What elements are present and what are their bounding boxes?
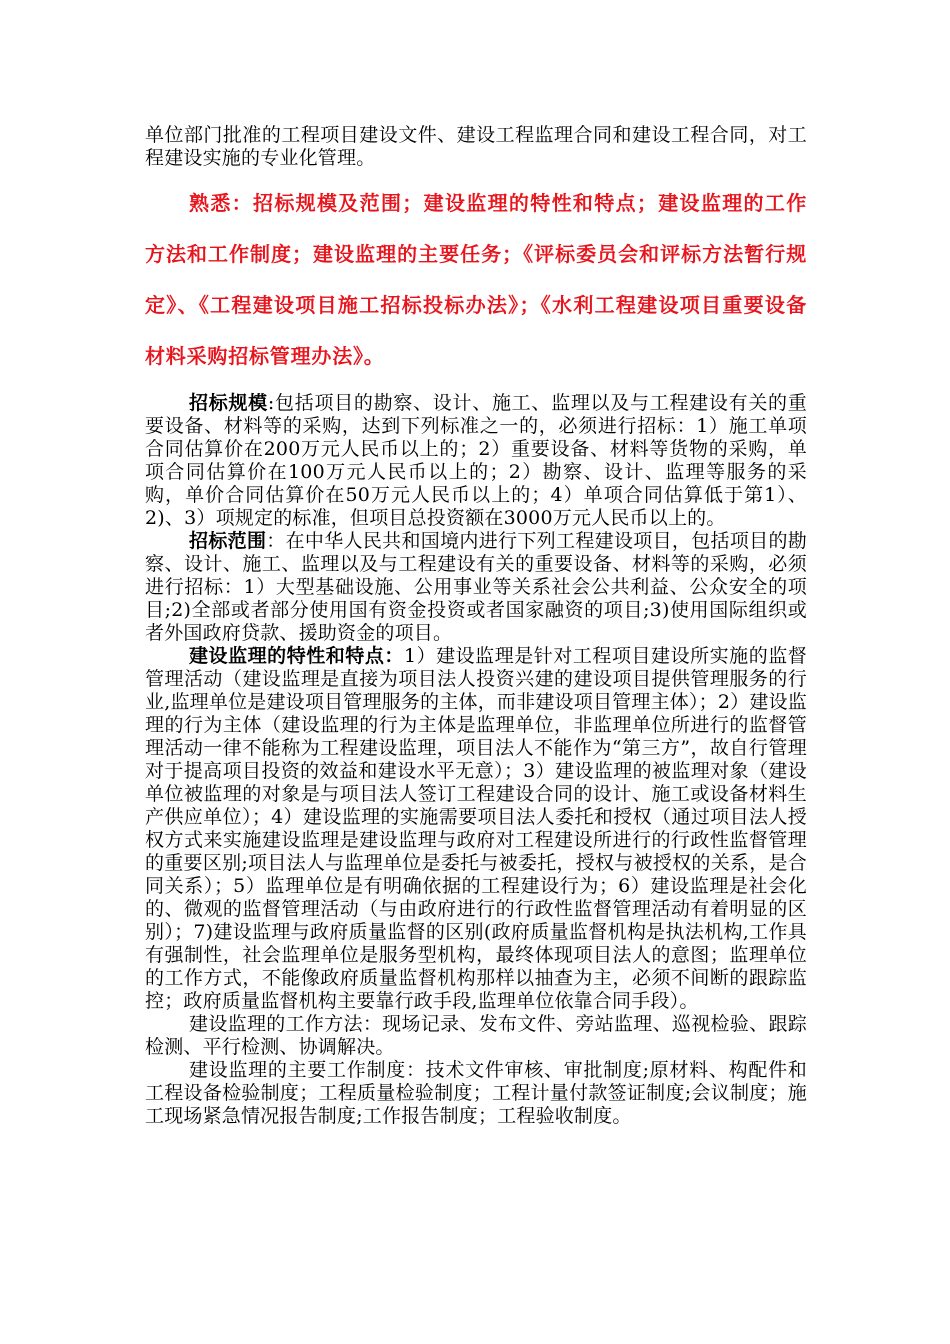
methods-paragraph: 建设监理的工作方法：现场记录、发布文件、旁站监理、巡视检验、跟踪检测、平行检测、协调解决。 xyxy=(145,1013,807,1058)
features-term: 建设监理的特性和特点： xyxy=(189,645,404,667)
range-paragraph xyxy=(145,530,807,645)
scale-text: :包括项目的勘察、设计、施工、监理以及与工程建设有关的重要设备、材料等的采购，达到下列标准之一的，必须进行招标：1）施工单项合同估算价在200万元人民币以上的；2）重要设备、材料等货物的采购，单项合同估算价在100万元人民币以上的；2）勘察、设计、监理等服务的采购，单价合同估算价在50万元人民币以上的；4）单项合同估算低于第1）、2)、3）项规定的标准，但项目总投资额在3000万元人民币以上的。 xyxy=(145,392,807,529)
highlight-block xyxy=(145,178,807,382)
features-paragraph xyxy=(145,645,807,1013)
scale-term: 招标规模 xyxy=(189,392,268,414)
intro-paragraph: 单位部门批准的工程项目建设文件、建设工程监理合同和建设工程合同，对工程建设实施的专业化管理。 xyxy=(145,124,807,169)
systems-paragraph: 建设监理的主要工作制度：技术文件审核、审批制度;原材料、构配件和工程设备检验制度；工程质量检验制度；工程计量付款签证制度;会议制度；施工现场紧急情况报告制度;工作报告制度；工程验收制度。 xyxy=(145,1059,807,1127)
scale-paragraph xyxy=(145,392,807,530)
range-text: ：在中华人民共和国境内进行下列工程建设项目，包括项目的勘察、设计、施工、监理以及与工程建设有关的重要设备、材料等的采购，必须进行招标：1）大型基础设施、公用事业等关系社会公共利益、公众安全的项目;2)全部或者部分使用国有资金投资或者国家融资的项目;3)使用国际组织或者外国政府贷款、援助资金的项目。 xyxy=(145,530,807,644)
document-page xyxy=(145,124,807,1128)
highlight-paragraph: 熟悉：招标规模及范围；建设监理的特性和特点；建设监理的工作方法和工作制度；建设监理的主要任务；《评标委员会和评标方法暂行规定》、《工程建设项目施工招标投标办法》；《水利工程建设项目重要设备材料采购招标管理办法》。 xyxy=(145,191,807,368)
features-text: 1）建设监理是针对工程项目建设所实施的监督管理活动（建设监理是直接为项目法人投资兴建的建设项目提供管理服务的行业,监理单位是建设项目管理服务的主体，而非建设项目管理主体）；2）建设监理的行为主体（建设监理的行为主体是监理单位，非监理单位所进行的监督管理活动一律不能称为工程建设监理，项目法人不能作为“第三方”，故自行管理对于提高项目投资的效益和建设水平无意）；3）建设监理的被监理对象（建设单位被监理的对象是与项目法人签订工程建设合同的设计、施工或设备材料生产供应单位）；4）建设监理的实施需要项目法人委托和授权（通过项目法人授权方式来实施建设监理是建设监理与政府对工程建设所进行的行政性监督管理的重要区别;项目法人与监理单位是委托与被委托，授权与被授权的关系，是合同关系）；5）监理单位是有明确依据的工程建设行为；6）建设监理是社会化的、微观的监督管理活动（与由政府进行的行政性监督管理活动有着明显的区别）；7)建设监理与政府质量监督的区别(政府质量监督机构是执法机构,工作具有强制性，社会监理单位是服务型机构，最终体现项目法人的意图；监理单位的工作方式，不能像政府质量监督机构那样以抽查为主，必须不间断的跟踪监控；政府质量监督机构主要靠行政手段,监理单位依靠合同手段）。 xyxy=(145,645,808,1012)
range-term: 招标范围 xyxy=(189,530,267,552)
